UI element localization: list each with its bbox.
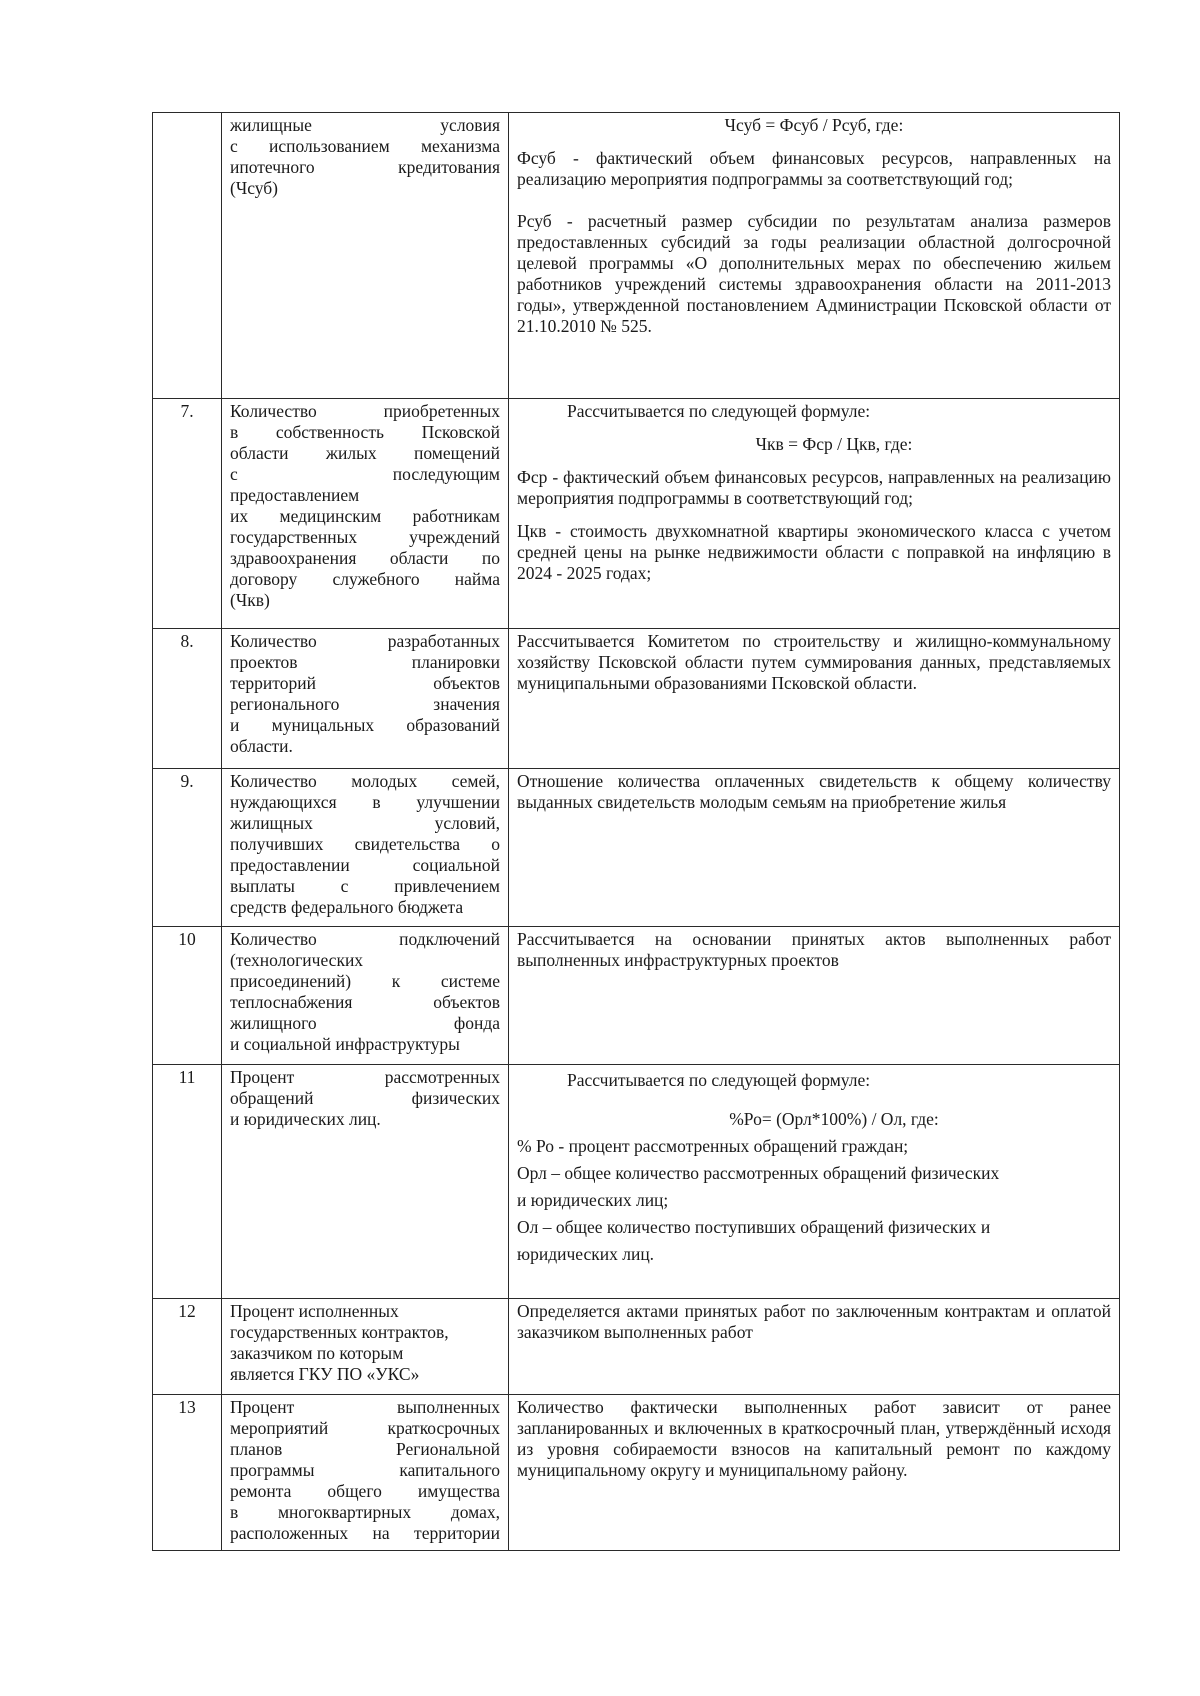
definition-line: и юридических лиц; <box>517 1190 669 1210</box>
calculation-method: Определяется актами принятых работ по заключенным контрактам и оплатой заказчиком выполненных работ <box>509 1299 1120 1395</box>
formula: %Ро= (Орл*100%) / Ол, где: <box>729 1109 939 1129</box>
calculation-method <box>509 113 1120 399</box>
table-row <box>153 629 1120 769</box>
paragraph: Рсуб - расчетный размер субсидии по результатам анализа размеров предоставленных субсидий за годы реализации областной долгосрочной целевой программы «О дополнительных мерах по обеспечению жильем работников учреждений системы здравоохранения области на 2011-2013 годы», утвержденной постановлением Администрации Псковской области от 21.10.2010 № 525. <box>517 211 1111 336</box>
row-number <box>153 113 222 399</box>
calculation-method <box>509 1065 1120 1299</box>
indicator-name: жилищные условия с использованием механизма ипотечного кредитования (Чсуб) <box>222 113 509 399</box>
calculation-method: Количество фактически выполненных работ зависит от ранее запланированных и включенных в краткосрочный план, утверждённый исходя из уровня собираемости взносов на капитальный ремонт по каждому муниципальному округу и муниципальному району. <box>509 1395 1120 1551</box>
calculation-method: Рассчитывается на основании принятых актов выполненных работ выполненных инфраструктурных проектов <box>509 927 1120 1065</box>
paragraph: Цкв - стоимость двухкомнатной квартиры экономического класса с учетом средней цены на рынке недвижимости области с поправкой на инфляцию в 2024 - 2025 годах; <box>517 521 1111 583</box>
indicator-name: Процент выполненных мероприятий краткосрочных планов Региональной программы капитального ремонта общего имущества в многоквартирных домах, расположенных на территории <box>222 1395 509 1551</box>
table-row <box>153 1299 1120 1395</box>
formula: Чсуб = Фсуб / Рсуб, где: <box>724 115 904 135</box>
indicator-name: Количество разработанных проектов планировки территорий объектов регионального значения и муницальных образований области. <box>222 629 509 769</box>
indicator-name: Процент исполненных государственных контрактов, заказчиком по которым является ГКУ ПО «УКС» <box>222 1299 509 1395</box>
definition-line: юридических лиц. <box>517 1244 655 1264</box>
indicator-name: Количество молодых семей, нуждающихся в улучшении жилищных условий, получивших свидетельства о предоставлении социальной выплаты с привлечением средств федерального бюджета <box>222 769 509 927</box>
table-row <box>153 1065 1120 1299</box>
row-number: 11 <box>153 1065 222 1299</box>
row-number: 13 <box>153 1395 222 1551</box>
row-number: 8. <box>153 629 222 769</box>
indicators-table <box>152 112 1120 1551</box>
formula: Чкв = Фср / Цкв, где: <box>755 434 913 454</box>
calculation-method: Отношение количества оплаченных свидетельств к общему количеству выданных свидетельств молодым семьям на приобретение жилья <box>509 769 1120 927</box>
row-number: 7. <box>153 399 222 629</box>
calculation-method <box>509 399 1120 629</box>
table-row <box>153 1395 1120 1551</box>
row-number: 12 <box>153 1299 222 1395</box>
formula-intro: Рассчитывается по следующей формуле: <box>567 401 871 421</box>
calculation-method: Рассчитывается Комитетом по строительству и жилищно-коммунальному хозяйству Псковской области путем суммирования данных, представляемых муниципальными образованиями Псковской области. <box>509 629 1120 769</box>
table-row <box>153 769 1120 927</box>
definition-line: Орл – общее количество рассмотренных обращений физических <box>517 1163 1000 1183</box>
table-row <box>153 399 1120 629</box>
row-number: 10 <box>153 927 222 1065</box>
indicator-name: Процент рассмотренных обращений физических и юридических лиц. <box>222 1065 509 1299</box>
table-row <box>153 927 1120 1065</box>
indicator-name: Количество приобретенных в собственность Псковской области жилых помещений с последующим предоставлением их медицинским работникам государственных учреждений здравоохранения области по договору служебного найма (Чкв) <box>222 399 509 629</box>
formula-intro: Рассчитывается по следующей формуле: <box>567 1070 871 1090</box>
definition-line: Ол – общее количество поступивших обращений физических и <box>517 1217 991 1237</box>
paragraph: Фср - фактический объем финансовых ресурсов, направленных на реализацию мероприятия подпрограммы в соответствующий год; <box>517 467 1111 508</box>
indicator-name: Количество подключений (технологических присоединений) к системе теплоснабжения объектов жилищного фонда и социальной инфраструктуры <box>222 927 509 1065</box>
row-number: 9. <box>153 769 222 927</box>
paragraph: Фсуб - фактический объем финансовых ресурсов, направленных на реализацию мероприятия подпрограммы за соответствующий год; <box>517 148 1111 189</box>
definition-line: % Ро - процент рассмотренных обращений граждан; <box>517 1136 909 1156</box>
table-row <box>153 113 1120 399</box>
